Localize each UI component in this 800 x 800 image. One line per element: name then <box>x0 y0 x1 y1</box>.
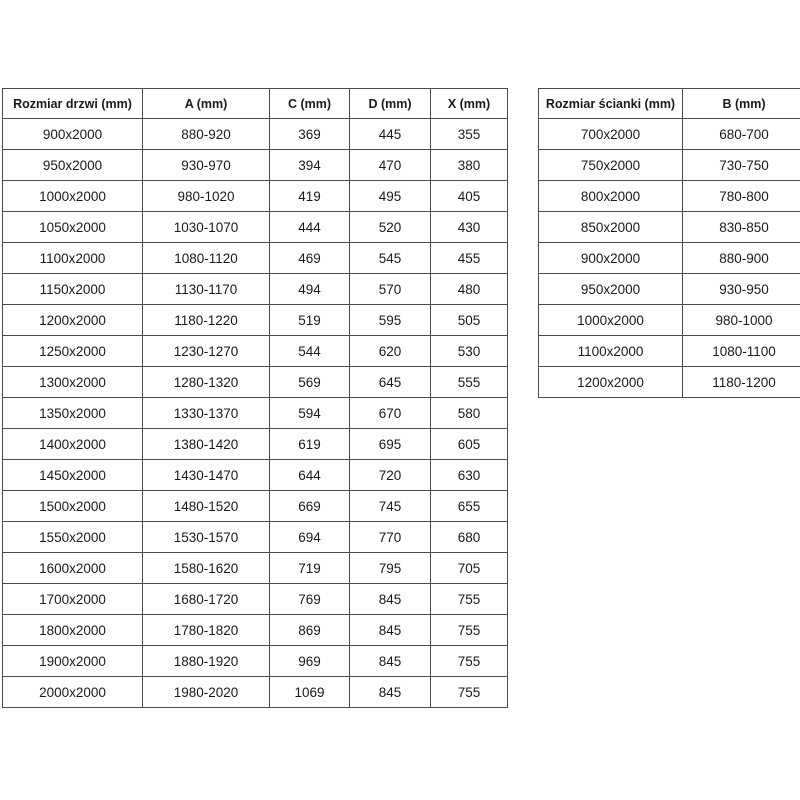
wall-sizes-table <box>538 88 800 398</box>
table-cell: 555 <box>431 367 508 398</box>
table-cell: 455 <box>431 243 508 274</box>
table-row <box>3 677 508 708</box>
column-header: X (mm) <box>431 89 508 119</box>
table-cell: 880-920 <box>143 119 270 150</box>
table-cell: 1069 <box>270 677 350 708</box>
table-cell: 469 <box>270 243 350 274</box>
table-cell: 1100x2000 <box>3 243 143 274</box>
table-cell: 755 <box>431 646 508 677</box>
table-cell: 1430-1470 <box>143 460 270 491</box>
table-cell: 780-800 <box>683 181 800 212</box>
table-cell: 620 <box>350 336 431 367</box>
table-cell: 444 <box>270 212 350 243</box>
table-cell: 645 <box>350 367 431 398</box>
table-cell: 1700x2000 <box>3 584 143 615</box>
column-header: B (mm) <box>683 89 800 119</box>
table-cell: 1480-1520 <box>143 491 270 522</box>
table-cell: 1000x2000 <box>3 181 143 212</box>
table-cell: 355 <box>431 119 508 150</box>
table-cell: 900x2000 <box>3 119 143 150</box>
table-cell: 1150x2000 <box>3 274 143 305</box>
table-cell: 569 <box>270 367 350 398</box>
table-cell: 950x2000 <box>539 274 683 305</box>
table-row <box>539 367 800 398</box>
table-cell: 430 <box>431 212 508 243</box>
table-cell: 1900x2000 <box>3 646 143 677</box>
table-row <box>3 243 508 274</box>
table-row <box>3 584 508 615</box>
table-cell: 930-970 <box>143 150 270 181</box>
table-cell: 769 <box>270 584 350 615</box>
table-row <box>3 119 508 150</box>
table-cell: 1230-1270 <box>143 336 270 367</box>
table-cell: 669 <box>270 491 350 522</box>
table-cell: 1330-1370 <box>143 398 270 429</box>
table-cell: 1180-1220 <box>143 305 270 336</box>
column-header: A (mm) <box>143 89 270 119</box>
table-cell: 755 <box>431 584 508 615</box>
table-cell: 419 <box>270 181 350 212</box>
table-cell: 505 <box>431 305 508 336</box>
table-cell: 980-1020 <box>143 181 270 212</box>
column-header: C (mm) <box>270 89 350 119</box>
table-cell: 570 <box>350 274 431 305</box>
table-cell: 495 <box>350 181 431 212</box>
table-cell: 1350x2000 <box>3 398 143 429</box>
table-cell: 845 <box>350 584 431 615</box>
table-cell: 1200x2000 <box>539 367 683 398</box>
table-cell: 519 <box>270 305 350 336</box>
table-cell: 845 <box>350 646 431 677</box>
table-cell: 745 <box>350 491 431 522</box>
table-cell: 1100x2000 <box>539 336 683 367</box>
table-cell: 680 <box>431 522 508 553</box>
table-cell: 580 <box>431 398 508 429</box>
table-cell: 655 <box>431 491 508 522</box>
table-cell: 544 <box>270 336 350 367</box>
table-row <box>3 398 508 429</box>
table-cell: 680-700 <box>683 119 800 150</box>
table-cell: 445 <box>350 119 431 150</box>
table-row <box>3 553 508 584</box>
table-cell: 880-900 <box>683 243 800 274</box>
table-cell: 1450x2000 <box>3 460 143 491</box>
table-row <box>3 429 508 460</box>
table-row <box>539 336 800 367</box>
table-cell: 470 <box>350 150 431 181</box>
table-cell: 1300x2000 <box>3 367 143 398</box>
table-row <box>3 274 508 305</box>
table-cell: 1080-1100 <box>683 336 800 367</box>
table-cell: 1980-2020 <box>143 677 270 708</box>
table-cell: 980-1000 <box>683 305 800 336</box>
table-row <box>3 305 508 336</box>
table-cell: 969 <box>270 646 350 677</box>
table-cell: 1000x2000 <box>539 305 683 336</box>
table-cell: 705 <box>431 553 508 584</box>
table-cell: 1500x2000 <box>3 491 143 522</box>
table-cell: 594 <box>270 398 350 429</box>
table-row <box>539 274 800 305</box>
table-row <box>3 646 508 677</box>
table-cell: 850x2000 <box>539 212 683 243</box>
table-row <box>539 212 800 243</box>
table-cell: 619 <box>270 429 350 460</box>
table-cell: 1280-1320 <box>143 367 270 398</box>
table-cell: 869 <box>270 615 350 646</box>
table-cell: 1200x2000 <box>3 305 143 336</box>
table-cell: 950x2000 <box>3 150 143 181</box>
table-cell: 595 <box>350 305 431 336</box>
table-cell: 1880-1920 <box>143 646 270 677</box>
table-row <box>539 243 800 274</box>
table-cell: 1050x2000 <box>3 212 143 243</box>
table-cell: 720 <box>350 460 431 491</box>
table-cell: 755 <box>431 677 508 708</box>
table-cell: 605 <box>431 429 508 460</box>
table-row <box>3 181 508 212</box>
table-row <box>539 181 800 212</box>
table-cell: 1780-1820 <box>143 615 270 646</box>
table-cell: 545 <box>350 243 431 274</box>
table-cell: 369 <box>270 119 350 150</box>
table-cell: 1080-1120 <box>143 243 270 274</box>
table-cell: 770 <box>350 522 431 553</box>
table-cell: 630 <box>431 460 508 491</box>
table-cell: 930-950 <box>683 274 800 305</box>
table-cell: 394 <box>270 150 350 181</box>
table-cell: 700x2000 <box>539 119 683 150</box>
table-cell: 1800x2000 <box>3 615 143 646</box>
table-cell: 1530-1570 <box>143 522 270 553</box>
table-cell: 1680-1720 <box>143 584 270 615</box>
table-cell: 795 <box>350 553 431 584</box>
table-cell: 480 <box>431 274 508 305</box>
table-cell: 845 <box>350 615 431 646</box>
table-cell: 2000x2000 <box>3 677 143 708</box>
table-row <box>3 460 508 491</box>
table-cell: 380 <box>431 150 508 181</box>
table-row <box>3 491 508 522</box>
table-cell: 845 <box>350 677 431 708</box>
table-cell: 1250x2000 <box>3 336 143 367</box>
door-sizes-table <box>2 88 508 708</box>
table-cell: 1600x2000 <box>3 553 143 584</box>
table-cell: 530 <box>431 336 508 367</box>
table-cell: 694 <box>270 522 350 553</box>
table-cell: 750x2000 <box>539 150 683 181</box>
table-cell: 670 <box>350 398 431 429</box>
table-row <box>3 336 508 367</box>
table-cell: 405 <box>431 181 508 212</box>
table-row <box>539 150 800 181</box>
table-cell: 719 <box>270 553 350 584</box>
table-cell: 755 <box>431 615 508 646</box>
table-cell: 730-750 <box>683 150 800 181</box>
table-cell: 494 <box>270 274 350 305</box>
header-row <box>3 89 508 119</box>
table-row <box>3 150 508 181</box>
column-header: D (mm) <box>350 89 431 119</box>
table-cell: 1380-1420 <box>143 429 270 460</box>
column-header: Rozmiar ścianki (mm) <box>539 89 683 119</box>
table-row <box>3 615 508 646</box>
table-cell: 1580-1620 <box>143 553 270 584</box>
table-row <box>539 305 800 336</box>
table-cell: 800x2000 <box>539 181 683 212</box>
table-cell: 520 <box>350 212 431 243</box>
table-cell: 1130-1170 <box>143 274 270 305</box>
table-cell: 830-850 <box>683 212 800 243</box>
table-row <box>3 522 508 553</box>
column-header: Rozmiar drzwi (mm) <box>3 89 143 119</box>
table-cell: 1400x2000 <box>3 429 143 460</box>
table-cell: 900x2000 <box>539 243 683 274</box>
table-cell: 1550x2000 <box>3 522 143 553</box>
table-row <box>3 367 508 398</box>
table-cell: 695 <box>350 429 431 460</box>
table-cell: 644 <box>270 460 350 491</box>
header-row <box>539 89 800 119</box>
table-cell: 1030-1070 <box>143 212 270 243</box>
table-row <box>539 119 800 150</box>
table-cell: 1180-1200 <box>683 367 800 398</box>
table-row <box>3 212 508 243</box>
